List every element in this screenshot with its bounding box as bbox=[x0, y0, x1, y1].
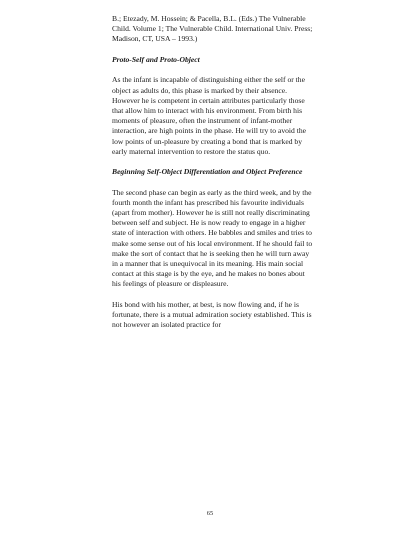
paragraph-proto-self: As the infant is incapable of distinguishing either the self or the object as adults do, this phase is marked by their absence. However he is competent in certain attributes particularly those that allow him to interact with his environment. From birth his moments of pleasure, often the instrument of infant-mother interaction, are high points in the phase. He will try to avoid the low points of un-pleasure by creating a bond that is marked by early maternal intervention to restore the status quo. bbox=[112, 75, 307, 156]
section-heading-self-object-differentiation: Beginning Self-Object Differentiation and Object Preference bbox=[112, 167, 303, 177]
section-heading-proto-self: Proto-Self and Proto-Object bbox=[112, 55, 200, 64]
paragraph-mother-bond: His bond with his mother, at best, is now flowing and, if he is fortunate, there is a mutual admiration society established. This is not however an isolated practice for bbox=[112, 299, 312, 330]
reference-continuation: B.; Etezady, M. Hossein; & Pacella, B.L. (Eds.) The Vulnerable Child. Volume 1; The Vulnerable Child. International Univ. Press; Madison, CT, USA – 1993.) bbox=[112, 14, 313, 44]
page-number: 65 bbox=[206, 510, 214, 517]
text-column bbox=[112, 14, 314, 341]
paragraph-second-phase: The second phase can begin as early as the third week, and by the fourth month the infant has prescribed his favourite individuals (apart from mother). However he is still not really discriminating between self and subject. He is now ready to engage in a higher state of interaction with others. He babbles and smiles and tries to make some sense out of his local environment. If he should fail to make the sort of contact that he is seeking then he will turn away in a manner that is unequivocal in its meaning. His main social contact at this stage is by the eye, and he makes no bones about his feelings of pleasure or displeasure. bbox=[112, 187, 313, 289]
